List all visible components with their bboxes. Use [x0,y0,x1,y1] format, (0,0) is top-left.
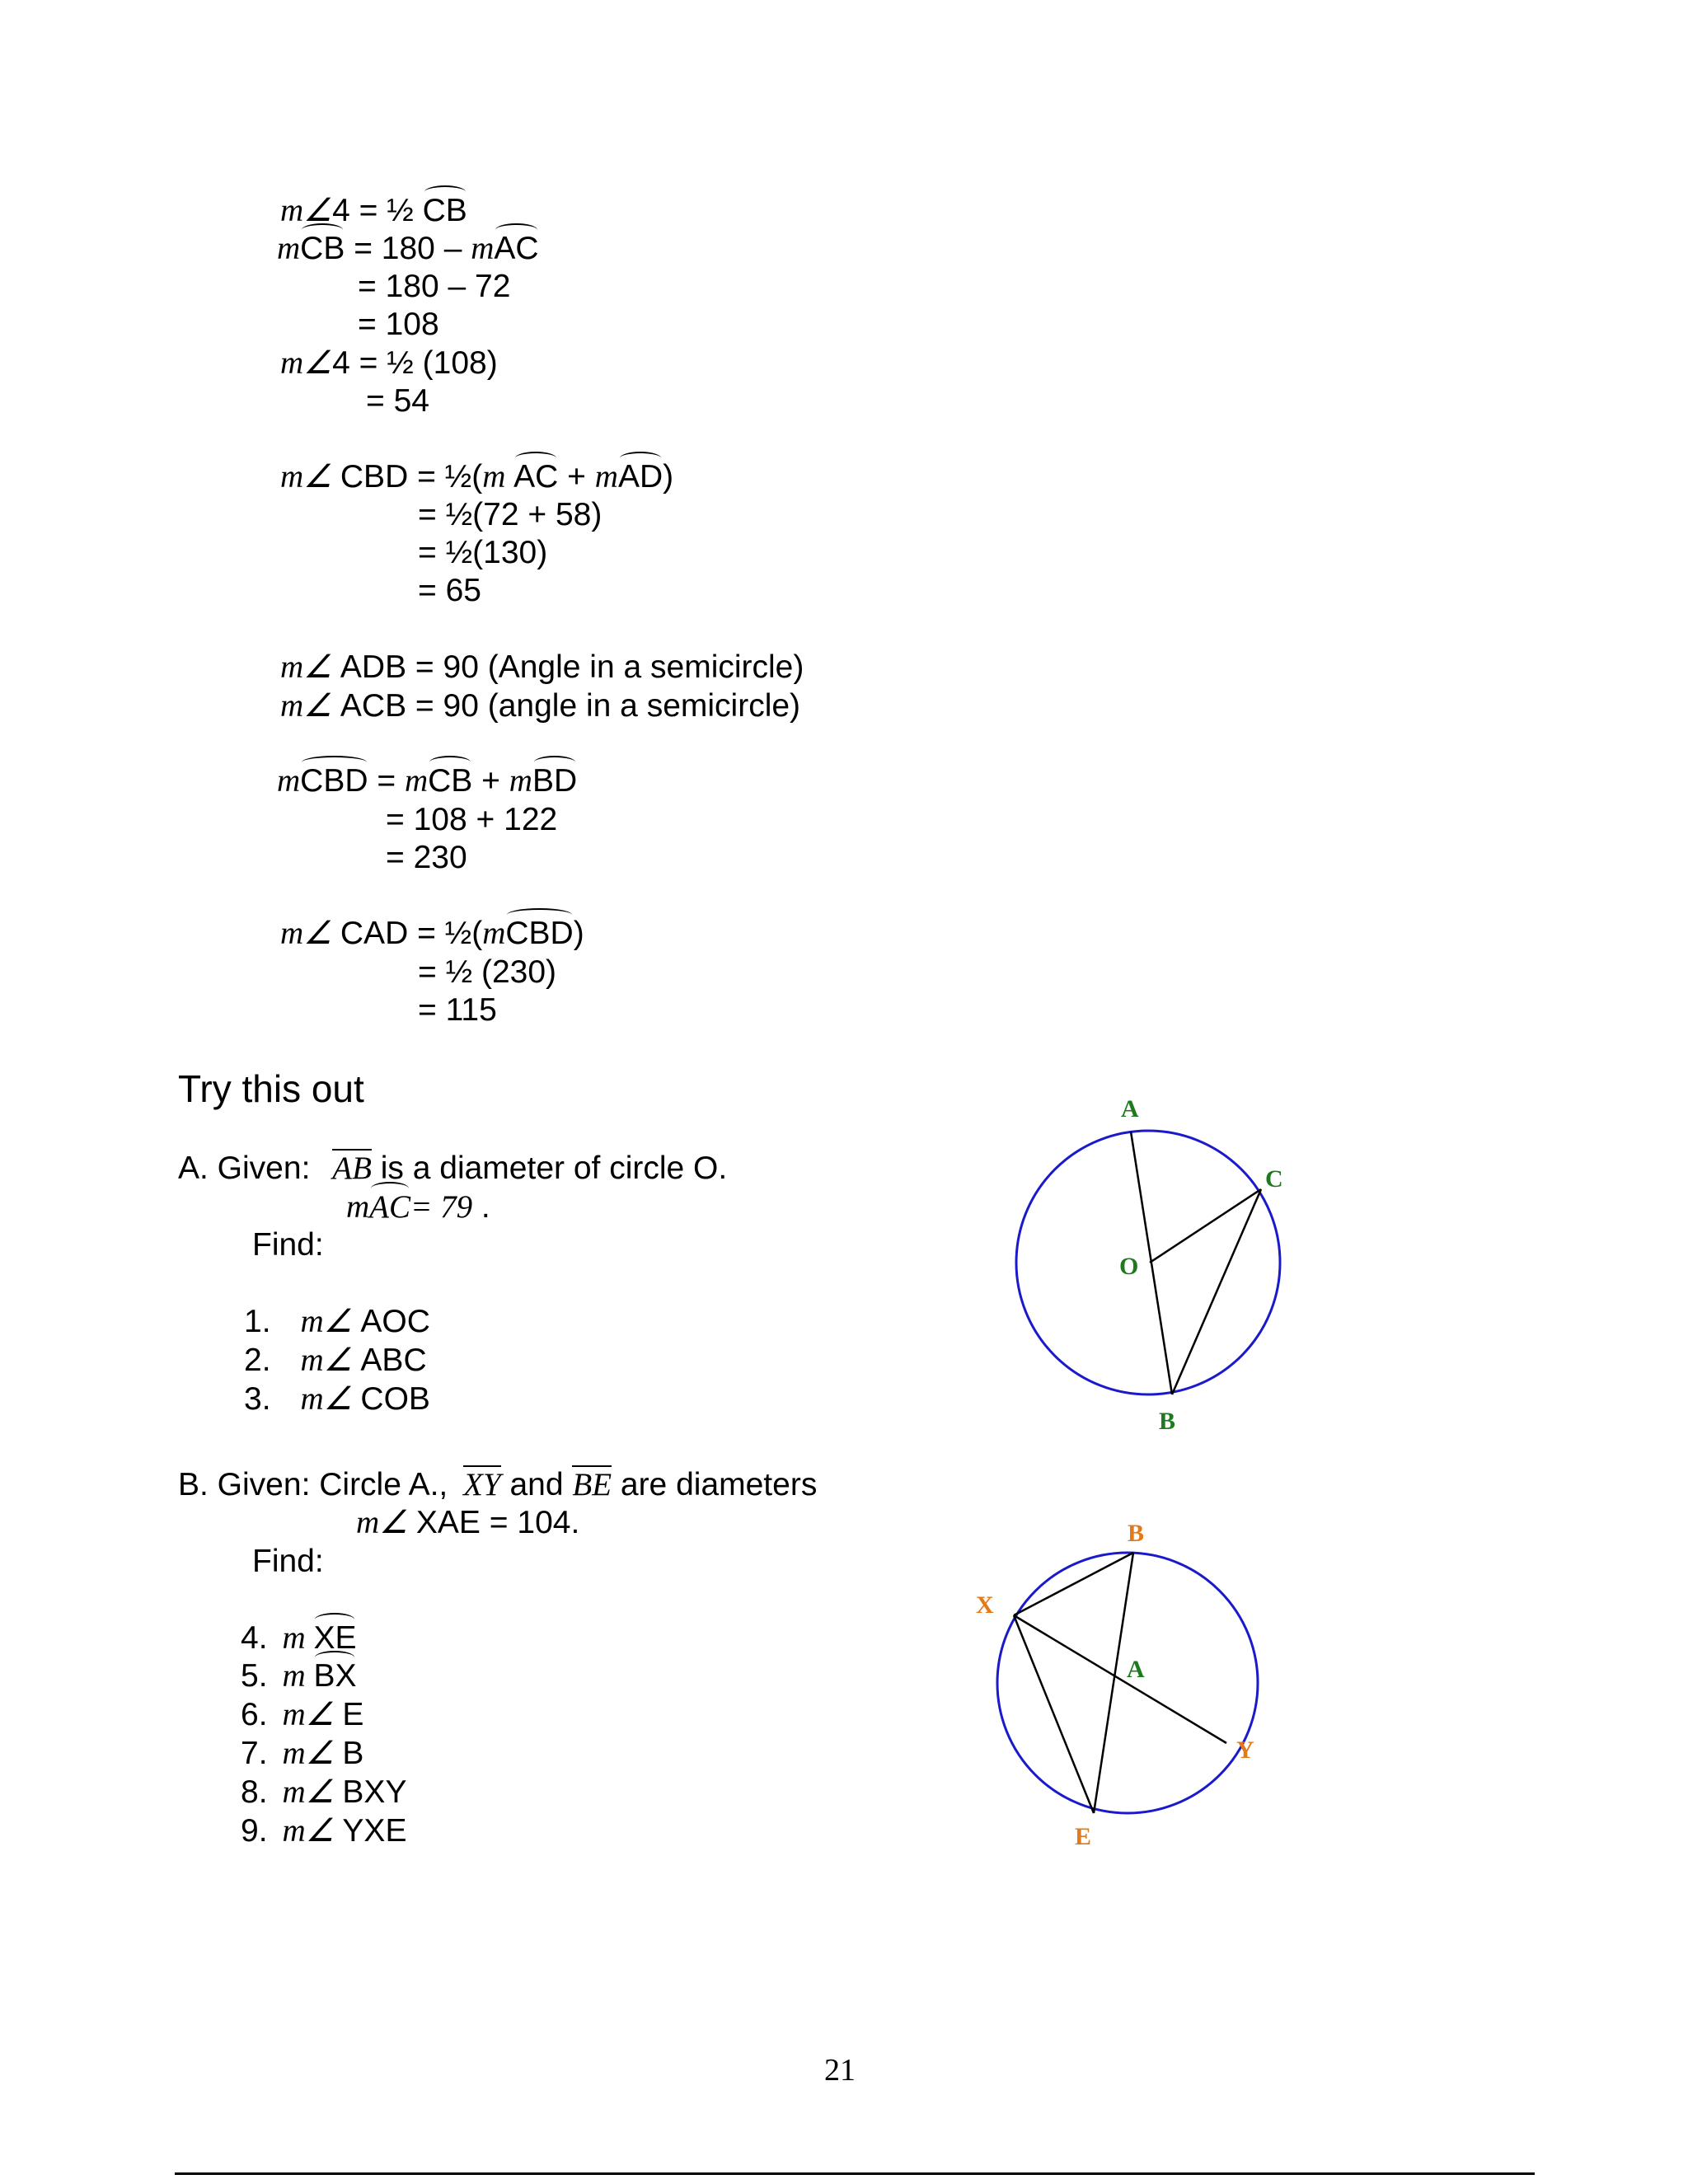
segment-xe [1014,1615,1094,1813]
list-item: 3. m∠ COB [244,1381,430,1417]
eq-angle-adb: m∠ ADB = 90 (Angle in a semicircle) [280,649,804,685]
problem-a-measure: mAC= 79 . [346,1189,490,1225]
find-label: Find: [252,1227,324,1263]
segment-xb [1014,1553,1133,1615]
eq-angle-cad: m∠ CAD = ½(mCBD) [280,916,584,951]
arc-cb: CB [300,231,345,266]
eq-line: = 54 [366,383,429,419]
problem-b-given: B. Given: Circle A., XY and BE are diameters [178,1467,818,1502]
find-label: Find: [252,1544,324,1579]
segment-ab: AB [332,1151,372,1186]
circle-o [1016,1131,1280,1394]
arc-cb: CB [428,763,473,799]
arc-cbd: CBD [300,763,368,799]
list-item: 6. m∠ E [241,1697,364,1732]
eq-line: = 180 – 72 [358,269,511,304]
label-a: A [1127,1656,1145,1683]
arc-cbd: CBD [505,916,574,951]
eq-line: = 108 [358,307,439,342]
arc-bx: BX [313,1658,357,1694]
page-number: 21 [824,2053,856,2088]
arc-ac: AC [513,459,559,494]
arc-ac: AC [369,1189,411,1225]
label-y: Y [1236,1736,1254,1764]
label-e: E [1075,1823,1092,1850]
list-item: 2. m∠ ABC [244,1343,427,1378]
eq-line: = 65 [418,573,481,608]
figure-circle-a [964,1508,1294,1879]
eq-line: = 115 [418,992,497,1028]
problem-a-given: A. Given: AB is a diameter of circle O. [178,1151,728,1186]
eq-arc-cb: mCB = 180 – mAC [277,231,539,266]
eq-angle4-value: m∠4 = ½ (108) [280,345,498,381]
eq-line: = ½ (230) [418,954,557,990]
label-o: O [1119,1253,1139,1280]
eq-line: = ½(72 + 58) [418,497,603,532]
list-item: 8. m∠ BXY [241,1774,407,1810]
eq-line: = ½(130) [418,535,548,570]
label-b: B [1128,1520,1145,1547]
list-item: 5. m BX [241,1658,357,1694]
segment-xy: XY [463,1467,501,1502]
eq-arc-cbd: mCBD = mCB + mBD [277,763,578,799]
arc-ac: AC [494,231,539,266]
footer-rule [175,2172,1535,2175]
label-a: A [1121,1095,1139,1122]
section-heading: Try this out [178,1067,364,1110]
eq-line: = 108 + 122 [386,802,558,837]
arc-ad: AD [617,459,663,494]
list-item: 1. m∠ AOC [244,1304,430,1339]
figure-circle-o [989,1080,1319,1451]
label-x: X [976,1591,994,1619]
segment-cb [1172,1189,1261,1394]
arc-xe: XE [313,1620,357,1656]
eq-line: = 230 [386,840,467,875]
list-item: 4. m XE [241,1620,357,1656]
eq-angle-acb: m∠ ACB = 90 (angle in a semicircle) [280,688,801,724]
label-c: C [1265,1165,1283,1193]
eq-angle-cbd: m∠ CBD = ½(m AC + mAD) [280,459,674,494]
list-item: 9. m∠ YXE [241,1813,407,1849]
list-item: 7. m∠ B [241,1736,364,1771]
problem-b-measure: m∠ XAE = 104. [356,1505,580,1540]
arc-cb: CB [422,193,467,228]
arc-bd: BD [532,763,578,799]
label-b: B [1159,1408,1176,1435]
eq-angle4: m∠4 = ½ CB [280,193,467,228]
segment-be: BE [572,1467,612,1502]
